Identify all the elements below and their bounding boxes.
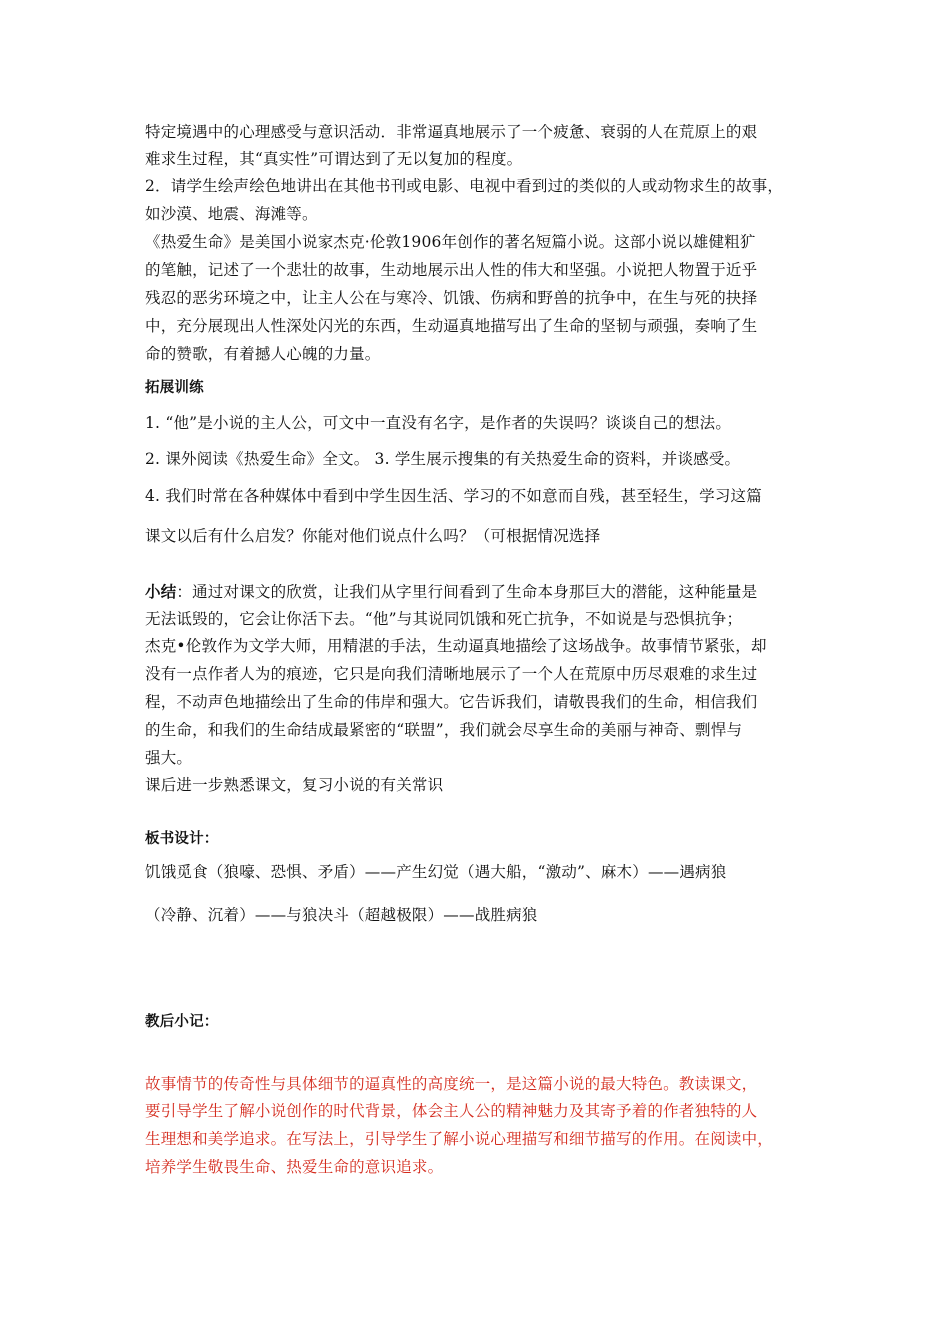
summary-line-7: 强大。 — [145, 749, 193, 767]
intro-line-3: 2．请学生绘声绘色地讲出在其他书刊或电影、电视中看到过的类似的人或动物求生的故事， — [145, 177, 784, 195]
summary-line-1 — [145, 582, 757, 602]
intro-line-2: 难求生过程，其“真实性”可谓达到了无以复加的程度。 — [145, 150, 523, 168]
board-heading: 板书设计： — [145, 831, 219, 847]
summary-label: 小结 — [145, 583, 177, 601]
intro-line-9: 命的赞歌，有着撼人心魄的力量。 — [145, 345, 381, 363]
extension-item-4-line-1: 4. 我们时常在各种媒体中看到中学生因生活、学习的不如意而自残，甚至轻生，学习这篇 — [145, 487, 762, 505]
extension-item-4-line-2: 课文以后有什么启发？你能对他们说点什么吗？（可根据情况选择 — [145, 527, 601, 545]
board-line-1: 饥饿觅食（狼嚎、恐惧、矛盾）——产生幻觉（遇大船，“激动”、麻木）——遇病狼 — [145, 863, 727, 881]
reflection-heading: 教后小记： — [145, 1014, 219, 1030]
reflection-line-3: 生理想和美学追求。在写法上，引导学生了解小说心理描写和细节描写的作用。在阅读中， — [145, 1130, 774, 1148]
summary-line-1-text: ：通过对课文的欣赏，让我们从字里行间看到了生命本身那巨大的潜能，这种能量是 — [176, 583, 758, 601]
intro-line-6: 的笔触，记述了一个悲壮的故事，生动地展示出人性的伟大和坚强。小说把人物置于近乎 — [145, 261, 758, 279]
extension-item-1: 1. “他”是小说的主人公，可文中一直没有名字，是作者的失误吗？谈谈自己的想法。 — [145, 414, 732, 432]
reflection-line-4: 培养学生敬畏生命、热爱生命的意识追求。 — [145, 1158, 444, 1176]
summary-line-2: 无法诋毁的，它会让你活下去。“他”与其说同饥饿和死亡抗争，不如说是与恐惧抗争； — [145, 610, 743, 628]
extension-heading: 拓展训练 — [145, 380, 204, 396]
summary-line-8: 课后进一步熟悉课文，复习小说的有关常识 — [145, 776, 444, 794]
intro-line-7: 残忍的恶劣环境之中，让主人公在与寒冷、饥饿、伤病和野兽的抗争中，在生与死的抉择 — [145, 289, 758, 307]
intro-line-1: 特定境遇中的心理感受与意识活动．非常逼真地展示了一个疲惫、衰弱的人在荒原上的艰 — [145, 123, 758, 141]
board-line-2: （冷静、沉着）——与狼决斗（超越极限）——战胜病狼 — [145, 906, 538, 924]
intro-line-4: 如沙漠、地震、海滩等。 — [145, 205, 318, 223]
summary-line-3: 杰克•伦敦作为文学大师，用精湛的手法，生动逼真地描绘了这场战争。故事情节紧张，却 — [145, 637, 767, 655]
reflection-line-2: 要引导学生了解小说创作的时代背景，体会主人公的精神魅力及其寄予着的作者独特的人 — [145, 1102, 758, 1120]
reflection-line-1: 故事情节的传奇性与具体细节的逼真性的高度统一，是这篇小说的最大特色。教读课文， — [145, 1075, 758, 1093]
intro-line-5: 《热爱生命》是美国小说家杰克·伦敦1906年创作的著名短篇小说。这部小说以雄健粗犷 — [145, 233, 756, 251]
intro-line-8: 中，充分展现出人性深处闪光的东西，生动逼真地描写出了生命的坚韧与顽强，奏响了生 — [145, 317, 758, 335]
extension-item-2-3: 2. 课外阅读《热爱生命》全文。 3. 学生展示搜集的有关热爱生命的资料，并谈感受。 — [145, 450, 741, 468]
summary-line-5: 程，不动声色地描绘出了生命的伟岸和强大。它告诉我们，请敬畏我们的生命，相信我们 — [145, 693, 758, 711]
summary-line-4: 没有一点作者人为的痕迹，它只是向我们清晰地展示了一个人在荒原中历尽艰难的求生过 — [145, 665, 758, 683]
summary-line-6: 的生命，和我们的生命结成最紧密的“联盟”，我们就会尽享生命的美丽与神奇、剽悍与 — [145, 721, 743, 739]
